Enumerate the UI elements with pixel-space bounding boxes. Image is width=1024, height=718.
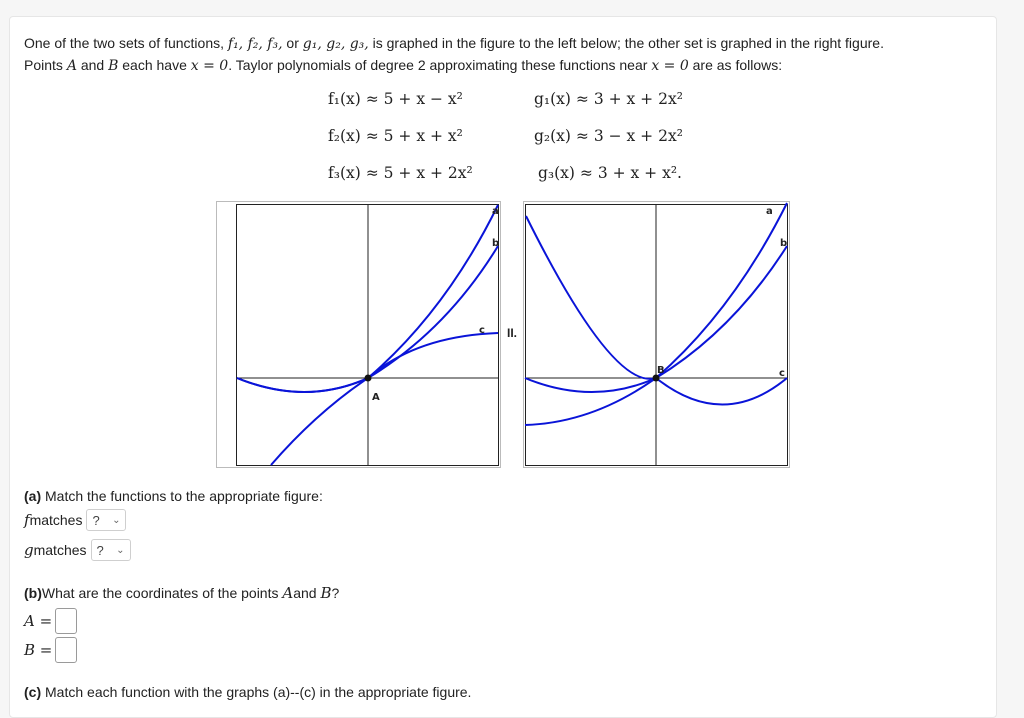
b-coordinate-row: B =	[24, 637, 77, 663]
part-b-heading: (b) What are the coordinates of the points A and B ?	[24, 584, 340, 602]
problem-statement: One of the two sets of functions, f₁, f₂, f₃, or g₁, g₂, g₃, is graphed in the figure to the left below; the other set is graphed in the right figure. Points A and B each have x = 0. Taylor polynomials of degree 2 approximating these functions near x = 0 are as follows:	[24, 35, 884, 74]
chevron-down-icon: ⌄	[112, 514, 121, 526]
g-match-select[interactable]: ? ⌄	[91, 539, 131, 561]
g-match-row: g matches ? ⌄	[24, 539, 131, 561]
f-set: f₁, f₂, f₃,	[227, 36, 283, 52]
right-label-b: b	[780, 238, 788, 249]
left-point-a-marker	[365, 375, 372, 382]
g-set: g₁, g₂, g₃,	[302, 36, 369, 52]
equation-g1: g₁(x) ≈ 3 + x + 2x²	[534, 90, 683, 108]
figure-left	[216, 201, 501, 473]
a-coordinate-input[interactable]	[55, 608, 77, 634]
equation-f3: f₃(x) ≈ 5 + x + 2x²	[328, 164, 473, 182]
left-point-a-label: A	[372, 392, 380, 403]
equation-f1: f₁(x) ≈ 5 + x − x²	[328, 90, 463, 108]
right-point-b-label: B	[657, 365, 665, 376]
f-match-select[interactable]: ? ⌄	[86, 509, 126, 531]
part-a-heading: (a) Match the functions to the appropriate figure:	[24, 488, 323, 504]
chevron-down-icon: ⌄	[116, 544, 125, 556]
figure-right	[523, 201, 790, 473]
left-label-c: c	[479, 325, 485, 336]
part-c-heading: (c) Match each function with the graphs (a)--(c) in the appropriate figure.	[24, 684, 472, 700]
right-label-a: a	[766, 206, 773, 217]
left-label-a: a	[492, 206, 499, 217]
f-match-row: f matches ? ⌄	[24, 509, 126, 531]
equation-g2: g₂(x) ≈ 3 − x + 2x²	[534, 127, 683, 145]
figure-right-label: II.	[507, 326, 518, 340]
right-label-c: c	[779, 368, 785, 379]
equation-g3: g₃(x) ≈ 3 + x + x².	[538, 164, 682, 182]
a-coordinate-row: A =	[24, 608, 77, 634]
left-label-b: b	[492, 238, 500, 249]
b-coordinate-input[interactable]	[55, 637, 77, 663]
equation-f2: f₂(x) ≈ 5 + x + x²	[328, 127, 463, 145]
question-card	[9, 16, 997, 718]
